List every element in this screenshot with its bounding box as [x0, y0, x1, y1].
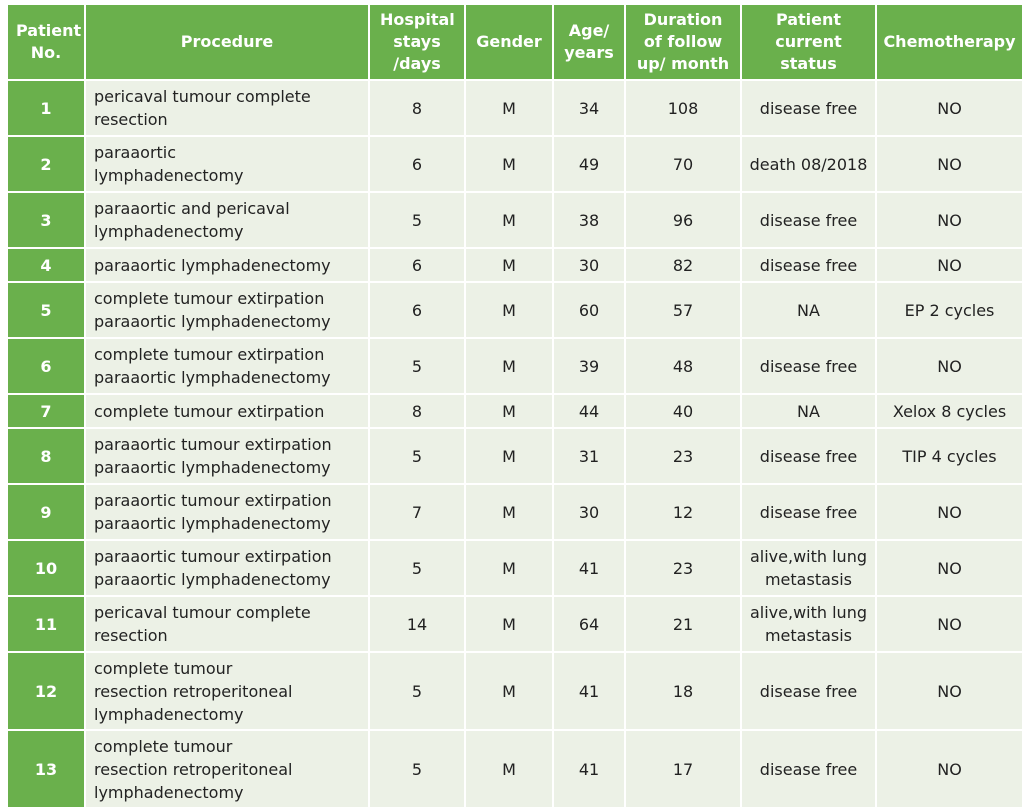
- cell-follow-up: 23: [626, 541, 740, 595]
- cell-follow-up: 23: [626, 429, 740, 483]
- cell-age: 30: [554, 249, 624, 281]
- cell-chemotherapy: NO: [877, 597, 1022, 651]
- header-patient-no: Patient No.: [8, 5, 84, 79]
- cell-age: 41: [554, 541, 624, 595]
- cell-gender: M: [466, 395, 552, 427]
- patient-table-container: [6, 3, 1020, 809]
- cell-follow-up: 82: [626, 249, 740, 281]
- cell-patient-no: 4: [8, 249, 84, 281]
- cell-chemotherapy: EP 2 cycles: [877, 283, 1022, 337]
- cell-status: NA: [742, 283, 875, 337]
- cell-patient-no: 8: [8, 429, 84, 483]
- cell-gender: M: [466, 249, 552, 281]
- cell-status: disease free: [742, 339, 875, 393]
- cell-age: 38: [554, 193, 624, 247]
- cell-gender: M: [466, 339, 552, 393]
- cell-patient-no: 2: [8, 137, 84, 191]
- cell-chemotherapy: NO: [877, 193, 1022, 247]
- cell-gender: M: [466, 429, 552, 483]
- cell-follow-up: 40: [626, 395, 740, 427]
- cell-age: 44: [554, 395, 624, 427]
- cell-gender: M: [466, 541, 552, 595]
- cell-status: disease free: [742, 81, 875, 135]
- cell-chemotherapy: NO: [877, 731, 1022, 807]
- cell-procedure: paraaortic tumour extirpation paraaortic lymphadenectomy: [86, 485, 368, 539]
- cell-age: 39: [554, 339, 624, 393]
- cell-chemotherapy: NO: [877, 653, 1022, 729]
- cell-follow-up: 17: [626, 731, 740, 807]
- cell-procedure: pericaval tumour complete resection: [86, 597, 368, 651]
- cell-hospital-stays: 8: [370, 81, 464, 135]
- cell-hospital-stays: 6: [370, 137, 464, 191]
- cell-follow-up: 70: [626, 137, 740, 191]
- cell-chemotherapy: Xelox 8 cycles: [877, 395, 1022, 427]
- cell-procedure: complete tumour extirpation: [86, 395, 368, 427]
- cell-patient-no: 3: [8, 193, 84, 247]
- cell-status: disease free: [742, 731, 875, 807]
- cell-gender: M: [466, 283, 552, 337]
- cell-procedure: paraaortic tumour extirpation paraaortic lymphadenectomy: [86, 541, 368, 595]
- cell-hospital-stays: 6: [370, 283, 464, 337]
- cell-follow-up: 108: [626, 81, 740, 135]
- cell-chemotherapy: NO: [877, 541, 1022, 595]
- cell-age: 34: [554, 81, 624, 135]
- cell-patient-no: 10: [8, 541, 84, 595]
- cell-patient-no: 1: [8, 81, 84, 135]
- cell-hospital-stays: 7: [370, 485, 464, 539]
- cell-gender: M: [466, 731, 552, 807]
- cell-status: disease free: [742, 429, 875, 483]
- cell-chemotherapy: NO: [877, 339, 1022, 393]
- cell-procedure: paraaortic and pericaval lymphadenectomy: [86, 193, 368, 247]
- header-hospital-stays: Hospital stays /days: [370, 5, 464, 79]
- cell-procedure: complete tumour resection retroperitoneal lymphadenectomy: [86, 653, 368, 729]
- cell-hospital-stays: 5: [370, 541, 464, 595]
- cell-age: 49: [554, 137, 624, 191]
- table-header-row: [8, 5, 1022, 79]
- cell-gender: M: [466, 193, 552, 247]
- table-row: [8, 653, 1022, 729]
- header-procedure: Procedure: [86, 5, 368, 79]
- table-row: [8, 485, 1022, 539]
- cell-procedure: complete tumour extirpation paraaortic lymphadenectomy: [86, 283, 368, 337]
- cell-age: 64: [554, 597, 624, 651]
- header-chemotherapy: Chemotherapy: [877, 5, 1022, 79]
- cell-procedure: paraaortic lymphadenectomy: [86, 249, 368, 281]
- cell-patient-no: 7: [8, 395, 84, 427]
- table-row: [8, 541, 1022, 595]
- cell-hospital-stays: 5: [370, 339, 464, 393]
- cell-status: disease free: [742, 653, 875, 729]
- cell-follow-up: 48: [626, 339, 740, 393]
- cell-gender: M: [466, 485, 552, 539]
- cell-chemotherapy: NO: [877, 137, 1022, 191]
- cell-status: alive,with lung metastasis: [742, 541, 875, 595]
- table-row: [8, 81, 1022, 135]
- cell-patient-no: 9: [8, 485, 84, 539]
- cell-status: disease free: [742, 193, 875, 247]
- table-row: [8, 339, 1022, 393]
- cell-hospital-stays: 6: [370, 249, 464, 281]
- cell-patient-no: 13: [8, 731, 84, 807]
- header-current-status: Patient current status: [742, 5, 875, 79]
- cell-gender: M: [466, 81, 552, 135]
- cell-age: 41: [554, 653, 624, 729]
- cell-age: 30: [554, 485, 624, 539]
- cell-procedure: complete tumour extirpation paraaortic lymphadenectomy: [86, 339, 368, 393]
- cell-follow-up: 18: [626, 653, 740, 729]
- header-age: Age/ years: [554, 5, 624, 79]
- cell-follow-up: 57: [626, 283, 740, 337]
- table-row: [8, 395, 1022, 427]
- table-row: [8, 283, 1022, 337]
- cell-chemotherapy: NO: [877, 249, 1022, 281]
- cell-hospital-stays: 5: [370, 653, 464, 729]
- cell-age: 60: [554, 283, 624, 337]
- cell-follow-up: 12: [626, 485, 740, 539]
- cell-gender: M: [466, 597, 552, 651]
- cell-procedure: complete tumour resection retroperitoneal lymphadenectomy: [86, 731, 368, 807]
- cell-hospital-stays: 5: [370, 429, 464, 483]
- cell-procedure: pericaval tumour complete resection: [86, 81, 368, 135]
- cell-hospital-stays: 5: [370, 731, 464, 807]
- cell-procedure: paraaortic lymphadenectomy: [86, 137, 368, 191]
- patient-table: [6, 3, 1024, 809]
- cell-follow-up: 96: [626, 193, 740, 247]
- table-row: [8, 597, 1022, 651]
- cell-status: NA: [742, 395, 875, 427]
- cell-chemotherapy: NO: [877, 485, 1022, 539]
- cell-status: disease free: [742, 485, 875, 539]
- cell-age: 41: [554, 731, 624, 807]
- cell-patient-no: 12: [8, 653, 84, 729]
- cell-hospital-stays: 5: [370, 193, 464, 247]
- cell-gender: M: [466, 137, 552, 191]
- cell-age: 31: [554, 429, 624, 483]
- table-row: [8, 249, 1022, 281]
- cell-patient-no: 5: [8, 283, 84, 337]
- table-row: [8, 429, 1022, 483]
- cell-status: alive,with lung metastasis: [742, 597, 875, 651]
- table-row: [8, 137, 1022, 191]
- cell-status: disease free: [742, 249, 875, 281]
- header-follow-up: Duration of follow up/ month: [626, 5, 740, 79]
- cell-hospital-stays: 14: [370, 597, 464, 651]
- cell-procedure: paraaortic tumour extirpation paraaortic lymphadenectomy: [86, 429, 368, 483]
- cell-chemotherapy: NO: [877, 81, 1022, 135]
- header-gender: Gender: [466, 5, 552, 79]
- cell-patient-no: 11: [8, 597, 84, 651]
- cell-hospital-stays: 8: [370, 395, 464, 427]
- cell-follow-up: 21: [626, 597, 740, 651]
- table-row: [8, 193, 1022, 247]
- cell-status: death 08/2018: [742, 137, 875, 191]
- table-row: [8, 731, 1022, 807]
- cell-gender: M: [466, 653, 552, 729]
- cell-patient-no: 6: [8, 339, 84, 393]
- cell-chemotherapy: TIP 4 cycles: [877, 429, 1022, 483]
